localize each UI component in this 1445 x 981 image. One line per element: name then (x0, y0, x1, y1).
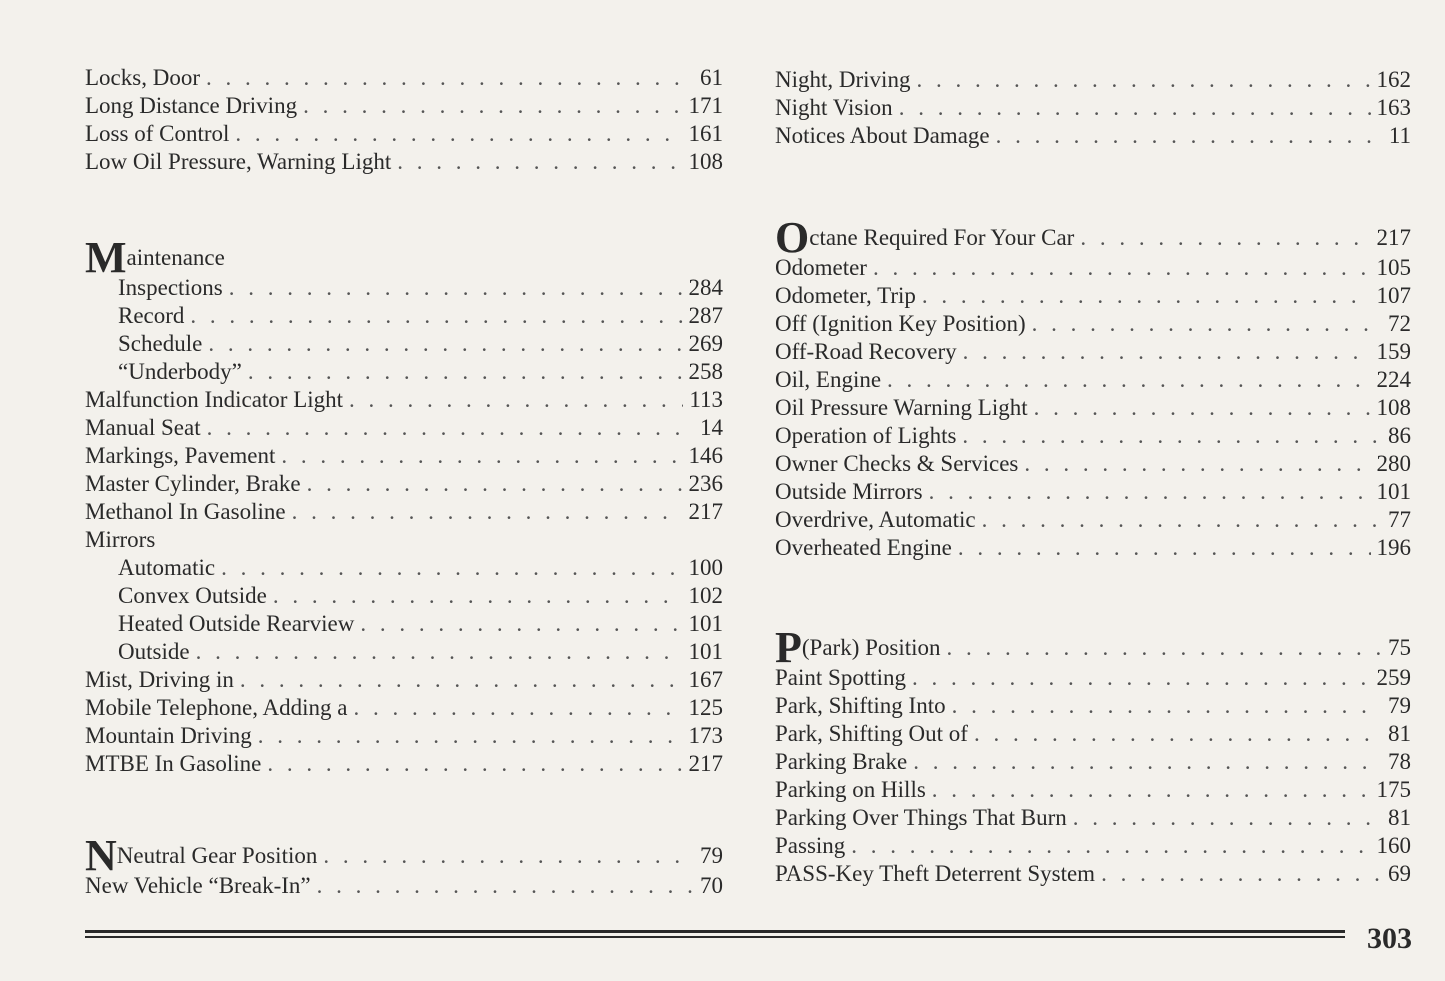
entry-label: Markings, Pavement (85, 443, 276, 468)
entry-page: 101 (688, 639, 723, 664)
leader-dots (349, 386, 683, 414)
leader-dots (982, 506, 1382, 534)
entry-label: Overheated Engine (775, 535, 952, 560)
footer-rule-bottom (85, 936, 1345, 938)
index-subentry (85, 330, 723, 358)
leader-dots (353, 694, 682, 722)
index-group-p (775, 623, 1411, 888)
entry-label: Master Cylinder, Brake (85, 471, 301, 496)
index-group-m (85, 233, 723, 778)
section-initial: P (775, 623, 802, 672)
heading-text: (Park) Position (801, 635, 941, 660)
entry-label: Mobile Telephone, Adding a (85, 695, 348, 720)
entry-label: Inspections (118, 275, 223, 300)
index-entry (775, 692, 1411, 720)
entry-label: Outside (118, 639, 190, 664)
section-heading-o (775, 213, 1411, 262)
entry-page: 108 (1376, 395, 1411, 420)
index-subentry (85, 358, 723, 386)
section-heading-m (85, 233, 723, 282)
index-entry (775, 310, 1411, 338)
entry-page: 217 (688, 499, 723, 524)
leader-dots (317, 872, 694, 900)
leader-dots (248, 358, 683, 386)
entry-page: 160 (1376, 833, 1411, 858)
index-entry (775, 94, 1411, 122)
section-initial: M (85, 233, 127, 282)
leader-dots (899, 94, 1371, 122)
index-entry (775, 720, 1411, 748)
entry-label: Off (Ignition Key Position) (775, 311, 1026, 336)
index-entry (85, 872, 723, 900)
entry-label: Locks, Door (85, 65, 200, 90)
leader-dots (929, 478, 1371, 506)
entry-label: Heated Outside Rearview (118, 611, 355, 636)
entry-page: 280 (1376, 451, 1411, 476)
heading-text: ctane Required For Your Car (809, 225, 1075, 250)
entry-page: 217 (688, 751, 723, 776)
index-entry (775, 122, 1411, 150)
index-entry (775, 860, 1411, 888)
leader-dots (947, 632, 1382, 664)
index-entry (85, 64, 723, 92)
entry-label: Night Vision (775, 95, 893, 120)
entry-page: 81 (1388, 721, 1411, 746)
entry-label: Mist, Driving in (85, 667, 234, 692)
entry-label: Odometer (775, 255, 867, 280)
entry-page: 105 (1376, 255, 1411, 280)
index-entry (775, 338, 1411, 366)
entry-page: 102 (688, 583, 723, 608)
leader-dots (303, 92, 682, 120)
entry-label: Manual Seat (85, 415, 201, 440)
leader-dots (887, 366, 1370, 394)
page-number: 303 (1367, 922, 1412, 955)
entry-label: Night, Driving (775, 67, 911, 92)
entry-page: 14 (700, 415, 723, 440)
index-entry (775, 804, 1411, 832)
index-entry (775, 394, 1411, 422)
leader-dots (913, 748, 1382, 776)
entry-page: 69 (1388, 861, 1411, 886)
leader-dots (1034, 394, 1371, 422)
entry-label: Park, Shifting Into (775, 693, 946, 718)
entry-page: 11 (1388, 123, 1411, 148)
entry-page: 107 (1376, 283, 1411, 308)
entry-page: 100 (688, 555, 723, 580)
index-entry (775, 478, 1411, 506)
index-entry (775, 450, 1411, 478)
index-entry (775, 832, 1411, 860)
index-entry (85, 92, 723, 120)
entry-page: 101 (688, 611, 723, 636)
entry-page: 236 (688, 471, 723, 496)
entry-page: 259 (1376, 665, 1411, 690)
index-subentry (85, 554, 723, 582)
entry-page: 224 (1376, 367, 1411, 392)
index-subentry (85, 582, 723, 610)
entry-label: Owner Checks & Services (775, 451, 1019, 476)
leader-dots (229, 274, 683, 302)
entry-page: 113 (689, 387, 723, 412)
entry-label: Convex Outside (118, 583, 267, 608)
section-initial: O (775, 213, 810, 262)
entry-page: 175 (1376, 777, 1411, 802)
index-entry (85, 722, 723, 750)
index-entry (85, 148, 723, 176)
entry-label: Paint Spotting (775, 665, 906, 690)
entry-page: 108 (688, 149, 723, 174)
index-entry (775, 534, 1411, 562)
entry-page: 171 (688, 93, 723, 118)
entry-page: 72 (1388, 311, 1411, 336)
leader-dots (1101, 860, 1382, 888)
leader-dots (273, 582, 683, 610)
entry-label: PASS-Key Theft Deterrent System (775, 861, 1096, 886)
leader-dots (235, 120, 682, 148)
leader-dots (922, 282, 1371, 310)
index-entry (85, 666, 723, 694)
entry-page: 269 (688, 331, 723, 356)
leader-dots (240, 666, 683, 694)
entry-label: Methanol In Gasoline (85, 499, 286, 524)
entry-page: 86 (1388, 423, 1411, 448)
index-subentry (85, 610, 723, 638)
leader-dots (267, 750, 682, 778)
entry-page: 258 (688, 359, 723, 384)
index-entry (775, 282, 1411, 310)
entry-label: Overdrive, Automatic (775, 507, 976, 532)
leader-dots (323, 840, 694, 872)
leader-dots (952, 692, 1382, 720)
leader-dots (206, 64, 694, 92)
index-entry (85, 414, 723, 442)
entry-page: 173 (688, 723, 723, 748)
leader-dots (360, 610, 682, 638)
leader-dots (208, 330, 682, 358)
index-entry (775, 506, 1411, 534)
entry-label: Operation of Lights (775, 423, 957, 448)
index-entry (85, 470, 723, 498)
entry-page: 78 (1388, 749, 1411, 774)
index-entry (775, 422, 1411, 450)
index-entry (775, 66, 1411, 94)
entry-page: 125 (688, 695, 723, 720)
index-group-n (85, 831, 723, 900)
index-entry (85, 750, 723, 778)
entry-label: Parking Brake (775, 749, 908, 774)
entry-label: Automatic (118, 555, 216, 580)
entry-page: 287 (688, 303, 723, 328)
index-subentry (85, 274, 723, 302)
entry-label: Mountain Driving (85, 723, 252, 748)
index-entry (85, 442, 723, 470)
index-group-n-continued (775, 66, 1411, 150)
entry-label: Schedule (118, 331, 203, 356)
heading-text: Neutral Gear Position (116, 843, 318, 868)
leader-dots (962, 422, 1382, 450)
leader-dots (912, 664, 1371, 692)
entry-label: Parking on Hills (775, 777, 926, 802)
leader-dots (916, 66, 1370, 94)
leader-dots (221, 554, 682, 582)
leader-dots (281, 442, 682, 470)
entry-label: MTBE In Gasoline (85, 751, 262, 776)
leader-dots (963, 338, 1371, 366)
leader-dots (207, 414, 694, 442)
index-entry (85, 694, 723, 722)
index-entry (85, 120, 723, 148)
leader-dots (196, 638, 683, 666)
leader-dots (851, 832, 1370, 860)
entry-label: Malfunction Indicator Light (85, 387, 344, 412)
footer-rule-top (85, 930, 1345, 933)
index-entry (85, 498, 723, 526)
entry-label: Mirrors (85, 527, 156, 552)
entry-label: Long Distance Driving (85, 93, 298, 118)
leader-dots (1080, 222, 1370, 254)
entry-page: 196 (1376, 535, 1411, 560)
leader-dots (1024, 450, 1370, 478)
entry-label: Oil Pressure Warning Light (775, 395, 1028, 420)
leader-dots (1073, 804, 1382, 832)
entry-page: 146 (688, 443, 723, 468)
heading-text: aintenance (126, 245, 225, 270)
leader-dots (258, 722, 683, 750)
footer-rule (85, 930, 1345, 938)
entry-page: 79 (1388, 693, 1411, 718)
entry-page: 162 (1376, 67, 1411, 92)
entry-page: 163 (1376, 95, 1411, 120)
entry-page: 161 (688, 121, 723, 146)
entry-label: Record (118, 303, 185, 328)
entry-label: Off-Road Recovery (775, 339, 957, 364)
index-entry (775, 254, 1411, 282)
entry-label: “Underbody” (118, 359, 242, 384)
leader-dots (307, 470, 683, 498)
leader-dots (958, 534, 1371, 562)
entry-label: Parking Over Things That Burn (775, 805, 1067, 830)
leader-dots (190, 302, 682, 330)
entry-page: 81 (1388, 805, 1411, 830)
index-entry (775, 748, 1411, 776)
leader-dots (873, 254, 1371, 282)
entry-label: Passing (775, 833, 846, 858)
leader-dots (292, 498, 683, 526)
entry-label: New Vehicle “Break-In” (85, 873, 311, 898)
entry-page: 284 (688, 275, 723, 300)
index-group-o (775, 213, 1411, 562)
index-entry (775, 366, 1411, 394)
entry-page: 70 (700, 873, 723, 898)
entry-page: 79 (700, 843, 723, 868)
entry-page: 75 (1388, 635, 1411, 660)
entry-label: Notices About Damage (775, 123, 990, 148)
section-heading-n (85, 831, 723, 880)
index-entry-mirrors (85, 526, 723, 554)
entry-label: Outside Mirrors (775, 479, 923, 504)
index-subentry (85, 302, 723, 330)
entry-page: 217 (1376, 225, 1411, 250)
entry-label: Loss of Control (85, 121, 230, 146)
entry-page: 101 (1376, 479, 1411, 504)
leader-dots (397, 148, 682, 176)
leader-dots (1032, 310, 1382, 338)
leader-dots (974, 720, 1382, 748)
entry-page: 61 (700, 65, 723, 90)
index-subentry (85, 638, 723, 666)
entry-label: Low Oil Pressure, Warning Light (85, 149, 392, 174)
entry-label: Oil, Engine (775, 367, 882, 392)
index-entry (775, 664, 1411, 692)
leader-dots (996, 122, 1383, 150)
entry-page: 159 (1376, 339, 1411, 364)
section-initial: N (85, 831, 117, 880)
entry-page: 167 (688, 667, 723, 692)
entry-page: 77 (1388, 507, 1411, 532)
entry-label: Park, Shifting Out of (775, 721, 968, 746)
section-heading-p (775, 623, 1411, 672)
index-group-l (85, 64, 723, 176)
leader-dots (932, 776, 1371, 804)
index-entry (775, 776, 1411, 804)
index-entry (85, 386, 723, 414)
entry-label: Odometer, Trip (775, 283, 916, 308)
